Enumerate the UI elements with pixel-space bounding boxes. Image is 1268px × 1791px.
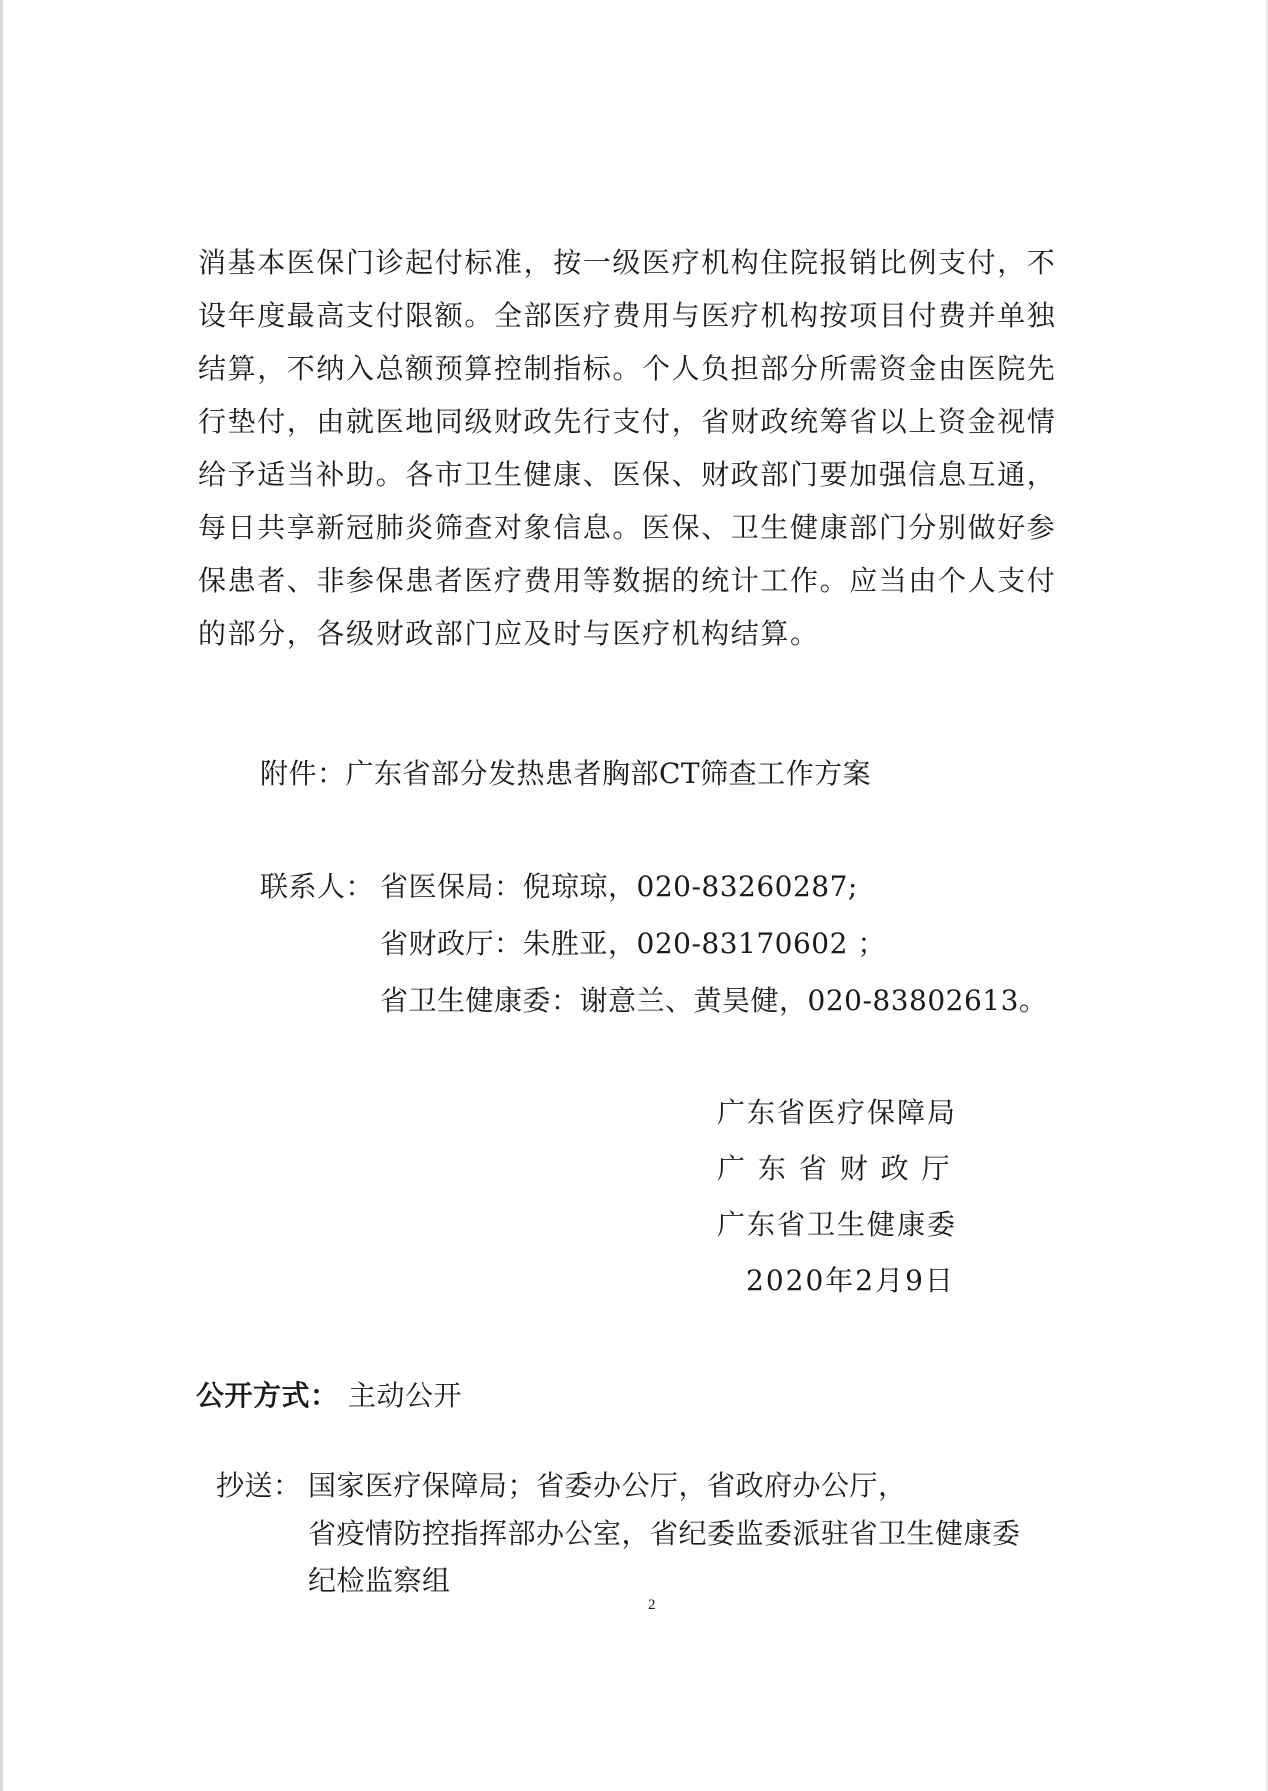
body-line: 的部分，各级财政部门应及时与医疗机构结算。 [198,617,820,650]
scan-edge-left [0,0,3,1791]
signature-line: 广东省卫生健康委 [717,1208,958,1241]
cc-line: 国家医疗保障局；省委办公厅，省政府办公厅， [308,1469,907,1502]
cc-line: 省疫情防控指挥部办公室，省纪委监委派驻省卫生健康委 [308,1517,1021,1550]
attachment-line: 附件：广东省部分发热患者胸部CT筛查工作方案 [260,757,872,790]
document-date: 2020年2月9日 [746,1264,955,1297]
signature-line: 广东省医疗保障局 [717,1096,958,1129]
body-line: 每日共享新冠肺炎筛查对象信息。医保、卫生健康部门分别做好参 [198,511,1057,544]
body-line: 保患者、非参保患者医疗费用等数据的统计工作。应当由个人支付 [198,564,1057,597]
cc-label: 抄送： [216,1469,302,1502]
signature-line: 广 东 省 财 政 厅 [717,1152,952,1185]
page-number: 2 [648,1597,656,1613]
cc-line: 纪检监察组 [308,1564,451,1597]
body-line: 消基本医保门诊起付标准，按一级医疗机构住院报销比例支付，不 [198,246,1057,279]
contact-line: 省卫生健康委：谢意兰、黄昊健，020-83802613。 [380,984,1048,1017]
disclosure-value: 主动公开 [348,1379,463,1412]
body-line: 给予适当补助。各市卫生健康、医保、财政部门要加强信息互通， [198,458,1057,491]
contact-line: 省医保局：倪琼琼，020-83260287; [380,870,858,903]
disclosure-label: 公开方式： [196,1379,339,1412]
contact-line: 省财政厅：朱胜亚，020-83170602 ； [380,927,886,960]
contacts-label: 联系人： [260,870,375,903]
body-line: 行垫付，由就医地同级财政先行支付，省财政统筹省以上资金视情 [198,405,1057,438]
body-line: 结算，不纳入总额预算控制指标。个人负担部分所需资金由医院先 [198,352,1057,385]
body-line: 设年度最高支付限额。全部医疗费用与医疗机构按项目付费并单独 [198,299,1057,332]
